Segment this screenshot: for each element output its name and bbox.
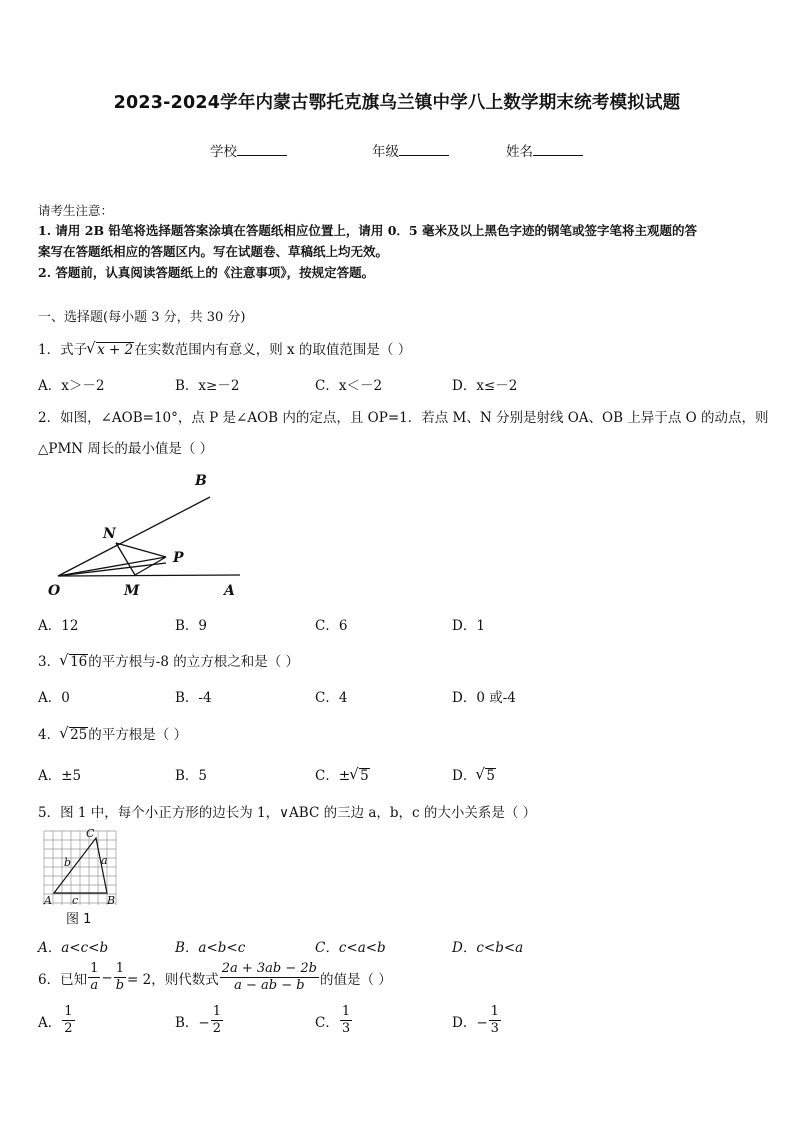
figure-1-caption: 图 1: [66, 912, 92, 927]
question-2-line-2: △PMN 周长的最小值是（ ）: [38, 441, 214, 457]
question-3: [38, 650, 299, 670]
q5-grid-figure: [38, 826, 128, 928]
label-o: O: [48, 583, 61, 599]
school-label: 学校: [210, 144, 237, 160]
q6-option-b: [175, 1004, 224, 1037]
label-p: P: [173, 550, 184, 566]
name-label: 姓名: [506, 144, 533, 160]
label-a: A: [224, 583, 235, 599]
label-side-a: a: [101, 854, 108, 867]
page-title: 2023-2024学年内蒙古鄂托克旗乌兰镇中学八上数学期末统考模拟试题: [113, 93, 681, 113]
q6-option-a-fraction: $\frac{1}{2}$: [64, 1004, 73, 1036]
q6-option-c: [315, 1004, 353, 1037]
q4-option-d-label: D．: [452, 768, 477, 784]
q4-sqrt: [60, 727, 88, 743]
q1-option-b: B．x≥－2: [175, 378, 240, 394]
q6-option-b-label: B．−: [175, 1014, 210, 1031]
q6-expression-fraction: $\frac{2a + 3ab - 2b}{a - ab - b}$: [221, 961, 317, 993]
q6-prefix: 6．已知: [38, 971, 88, 988]
q3-option-d: D．0 或-4: [452, 690, 516, 706]
q5-option-d: D．c<b<a: [452, 940, 524, 956]
q6-fraction-1-over-b: $\frac{1}{b}$: [115, 961, 125, 993]
q2-option-a: A．12: [38, 618, 79, 634]
q4-option-c-sqrt: [350, 768, 370, 784]
ray-ob: [58, 497, 210, 576]
label-side-c: c: [72, 894, 79, 907]
label-c-vertex: C: [86, 827, 95, 840]
label-b: B: [195, 473, 207, 489]
q6-option-a: [38, 1004, 76, 1037]
q6-option-a-label: A．: [38, 1014, 62, 1031]
q5-option-a: A．a<c<b: [38, 940, 109, 956]
question-4: [38, 723, 187, 743]
q4-option-c-label: C．±: [315, 768, 351, 784]
q5-option-b: B．a<b<c: [175, 940, 246, 956]
name-field: [506, 140, 583, 160]
grade-blank: [399, 141, 449, 156]
q3-option-a: A．0: [38, 690, 70, 706]
q2-option-b: B．9: [175, 618, 208, 634]
q6-option-d-fraction: $\frac{1}{3}$: [490, 1004, 499, 1036]
name-blank: [533, 141, 583, 156]
q4-radicand: 25: [70, 727, 88, 743]
q4-option-d: [452, 764, 496, 784]
q2-option-c: C．6: [315, 618, 348, 634]
label-n: N: [103, 526, 116, 542]
q2-angle-figure: [40, 465, 260, 605]
q6-option-c-fraction: $\frac{1}{3}$: [341, 1004, 351, 1036]
question-1: [38, 338, 411, 358]
q6-option-d: [452, 1004, 502, 1037]
ray-oa: [58, 575, 240, 576]
q5-option-c: C．c<a<b: [315, 940, 386, 956]
q4-option-c: [315, 764, 370, 784]
q6-option-b-fraction: $\frac{1}{2}$: [212, 1004, 222, 1036]
q4-option-b: B．5: [175, 768, 208, 784]
question-2-line-1: 2．如图，∠AOB=10°，点 P 是∠AOB 内的定点，且 OP=1．若点 M、N 分别是射线 OA、OB 上异于点 O 的动点，则: [38, 410, 769, 426]
question-5: 5．图 1 中，每个小正方形的边长为 1，∨ABC 的三边 a，b，c 的大小关系是（ ）: [38, 805, 537, 821]
q4-option-d-sqrt: [476, 768, 496, 784]
q1-prefix: 1．式子: [38, 342, 88, 358]
q4-option-a: A．±5: [38, 768, 82, 784]
question-6: [38, 961, 392, 994]
q1-option-d: D．x≤－2: [452, 378, 518, 394]
q3-suffix: 的平方根与-8 的立方根之和是（ ）: [88, 654, 300, 670]
q3-option-c: C．4: [315, 690, 348, 706]
q6-equals: = 2，则代数式: [127, 971, 219, 988]
section-heading: 一、选择题(每小题 3 分，共 30 分): [38, 310, 246, 325]
q1-option-c: C．x＜－2: [315, 378, 383, 394]
label-m: M: [124, 583, 140, 599]
q6-option-d-label: D．−: [452, 1014, 488, 1031]
q6-fraction-1-over-a: $\frac{1}{a}$: [90, 961, 99, 993]
grade-field: [372, 140, 449, 160]
notice-heading: 请考生注意：: [38, 203, 114, 218]
q3-sqrt: [60, 654, 88, 670]
q1-suffix: 在实数范围内有意义，则 x 的取值范围是（ ）: [134, 342, 412, 358]
q3-prefix: 3．: [38, 654, 61, 670]
q4-prefix: 4．: [38, 727, 61, 743]
label-b-vertex: B: [107, 894, 116, 907]
q4-option-c-radicand: 5: [360, 768, 369, 784]
q1-sqrt: [87, 342, 134, 358]
segment-o-p2: [58, 563, 166, 576]
q1-option-a: A．x＞－2: [38, 378, 105, 394]
q2-option-d: D．1: [452, 618, 485, 634]
school-blank: [237, 141, 287, 156]
notice-item-1-line-1: 1. 请用 2B 铅笔将选择题答案涂填在答题纸相应位置上，请用 0．5 毫米及以上黑色字迹的钢笔或签字笔将主观题的答: [38, 223, 697, 238]
q6-option-c-label: C．: [315, 1014, 339, 1031]
q3-radicand: 16: [70, 654, 88, 670]
q6-suffix: 的值是（ ）: [320, 971, 392, 988]
label-side-b: b: [64, 856, 72, 869]
q3-option-b: B．-4: [175, 690, 212, 706]
school-field: [210, 140, 287, 160]
q6-minus: −: [101, 969, 113, 986]
notice-item-1-line-2: 案写在答题纸相应的答题区内。写在试题卷、草稿纸上均无效。: [38, 244, 389, 259]
q1-radicand: x + 2: [97, 342, 134, 358]
grade-label: 年级: [372, 144, 399, 160]
q4-option-d-radicand: 5: [486, 768, 495, 784]
notice-item-2: 2. 答题前，认真阅读答题纸上的《注意事项》，按规定答题。: [38, 265, 375, 280]
q4-suffix: 的平方根是（ ）: [88, 727, 188, 743]
label-a-vertex: A: [44, 894, 52, 907]
